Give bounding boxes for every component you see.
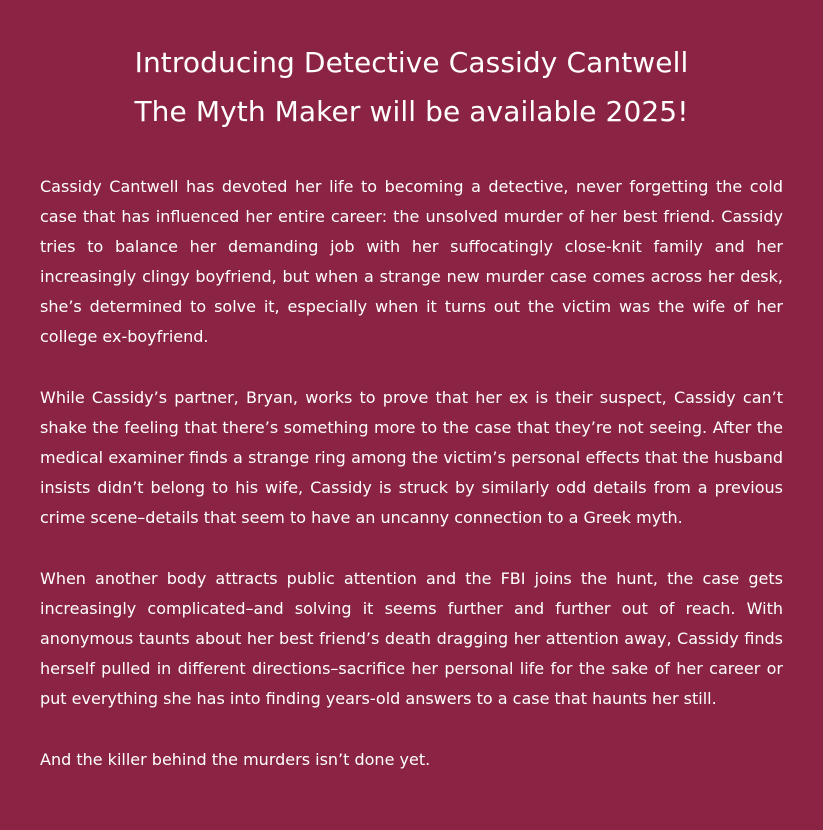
synopsis xyxy=(40,172,783,775)
page-subtitle: The Myth Maker will be available 2025! xyxy=(134,95,689,128)
paragraph-4: And the killer behind the murders isn’t done yet. xyxy=(40,750,431,769)
paragraph-2: While Cassidy’s partner, Bryan, works to prove that her ex is their suspect, Cassidy can’t shake the feeling that there’s something more to the case that they’re not seeing. After the medical examiner finds a strange ring among the victim’s personal effects that the husband insists didn’t belong to his wife, Cassidy is struck by similarly odd details from a previous crime scene–details that seem to have an uncanny connection to a Greek myth. xyxy=(40,388,783,527)
paragraph-3: When another body attracts public attention and the FBI joins the hunt, the case gets increasingly complicated–and solving it seems further and further out of reach. With anonymous taunts about her best friend’s death dragging her attention away, Cassidy finds herself pulled in different directions–sacrifice her personal life for the sake of her career or put everything she has into finding years-old answers to a case that haunts her still. xyxy=(40,569,783,708)
heading-block xyxy=(40,0,783,136)
page-title: Introducing Detective Cassidy Cantwell xyxy=(134,46,689,79)
paragraph-1: Cassidy Cantwell has devoted her life to becoming a detective, never forgetting the cold case that has influenced her entire career: the unsolved murder of her best friend. Cassidy tries to balance her demanding job with her suffocatingly close-knit family and her increasingly clingy boyfriend, but when a strange new murder case comes across her desk, she’s determined to solve it, especially when it turns out the victim was the wife of her college ex-boyfriend. xyxy=(40,177,783,346)
